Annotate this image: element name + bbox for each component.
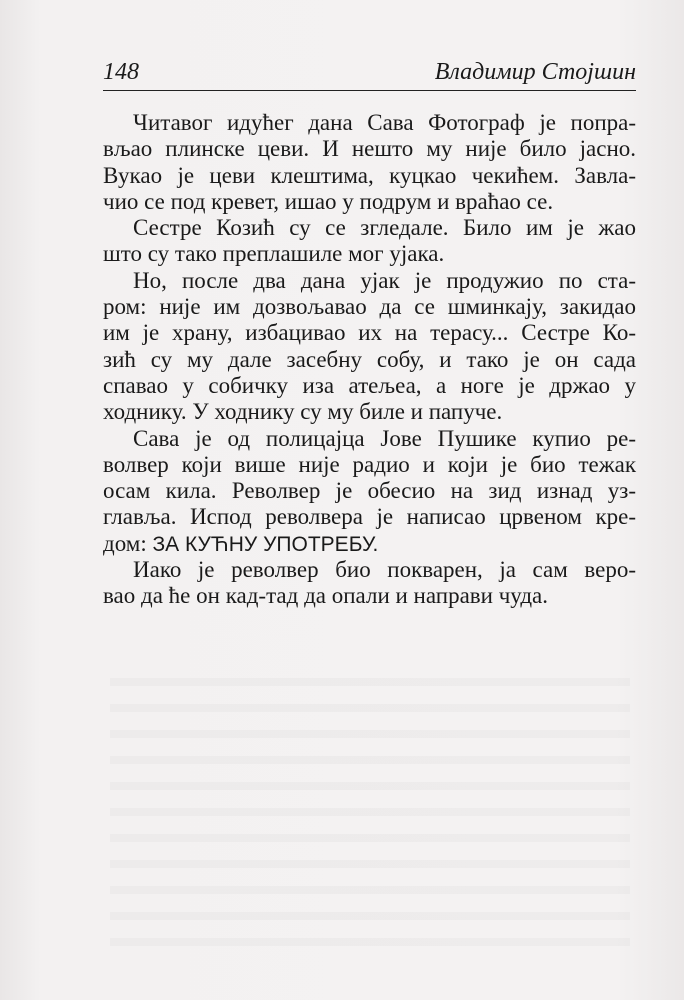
text-line: Сава је од полицајца Јове Пушике купио ре- [133, 425, 636, 451]
text-line: зић су му дале засебну собу, и тако је он сада [103, 346, 636, 372]
text-line: ром: није им дозвољавао да се шминкају, закидао [103, 294, 636, 320]
text-line-lead: дом: [103, 530, 153, 556]
text-line: Сестре Козић су се згледале. Било им је жао [133, 215, 636, 241]
bleed-through-shadow [110, 660, 630, 960]
text-line: чио се под кревет, ишао у подрум и враћао се. [103, 188, 554, 214]
text-line: Иако је револвер био покварен, ја сам веро- [133, 557, 636, 583]
text-line: што су тако преплашиле мог ујака. [103, 241, 445, 267]
running-head [103, 56, 636, 91]
running-head-author: Владимир Стојшин [434, 59, 636, 85]
text-line: им је храну, избацивао их на терасу... Сестре Ко- [103, 320, 636, 346]
text-line: Но, после два дана ујак је продужио по ста- [133, 267, 636, 293]
body-text [103, 110, 636, 610]
page-number: 148 [103, 59, 139, 85]
text-line: главља. Испод револвера је написао црвеном кре- [103, 504, 636, 530]
inscription-text: ЗА КУЋНУ УПОТРЕБУ. [152, 532, 379, 556]
text-line-inscription [103, 531, 636, 557]
text-line: волвер који више није радио и који је био тежак [103, 451, 636, 477]
text-line: спавао у собичку иза атељеа, а ноге је држао у [103, 372, 636, 398]
text-line: осам кила. Револвер је обесио на зид изнад уз- [103, 478, 636, 504]
text-line: Вукао је цеви клештима, куцкао чекићем. Завла- [103, 162, 636, 188]
text-line: вао да ће он кад-тад да опали и направи чуда. [103, 583, 548, 609]
text-line: Читавог идућег дана Сава Фотограф је попра- [133, 110, 636, 135]
text-line: вљао плинске цеви. И нешто му није било јасно. [103, 136, 636, 162]
text-line: ходнику. У ходнику су му биле и папуче. [103, 399, 503, 425]
